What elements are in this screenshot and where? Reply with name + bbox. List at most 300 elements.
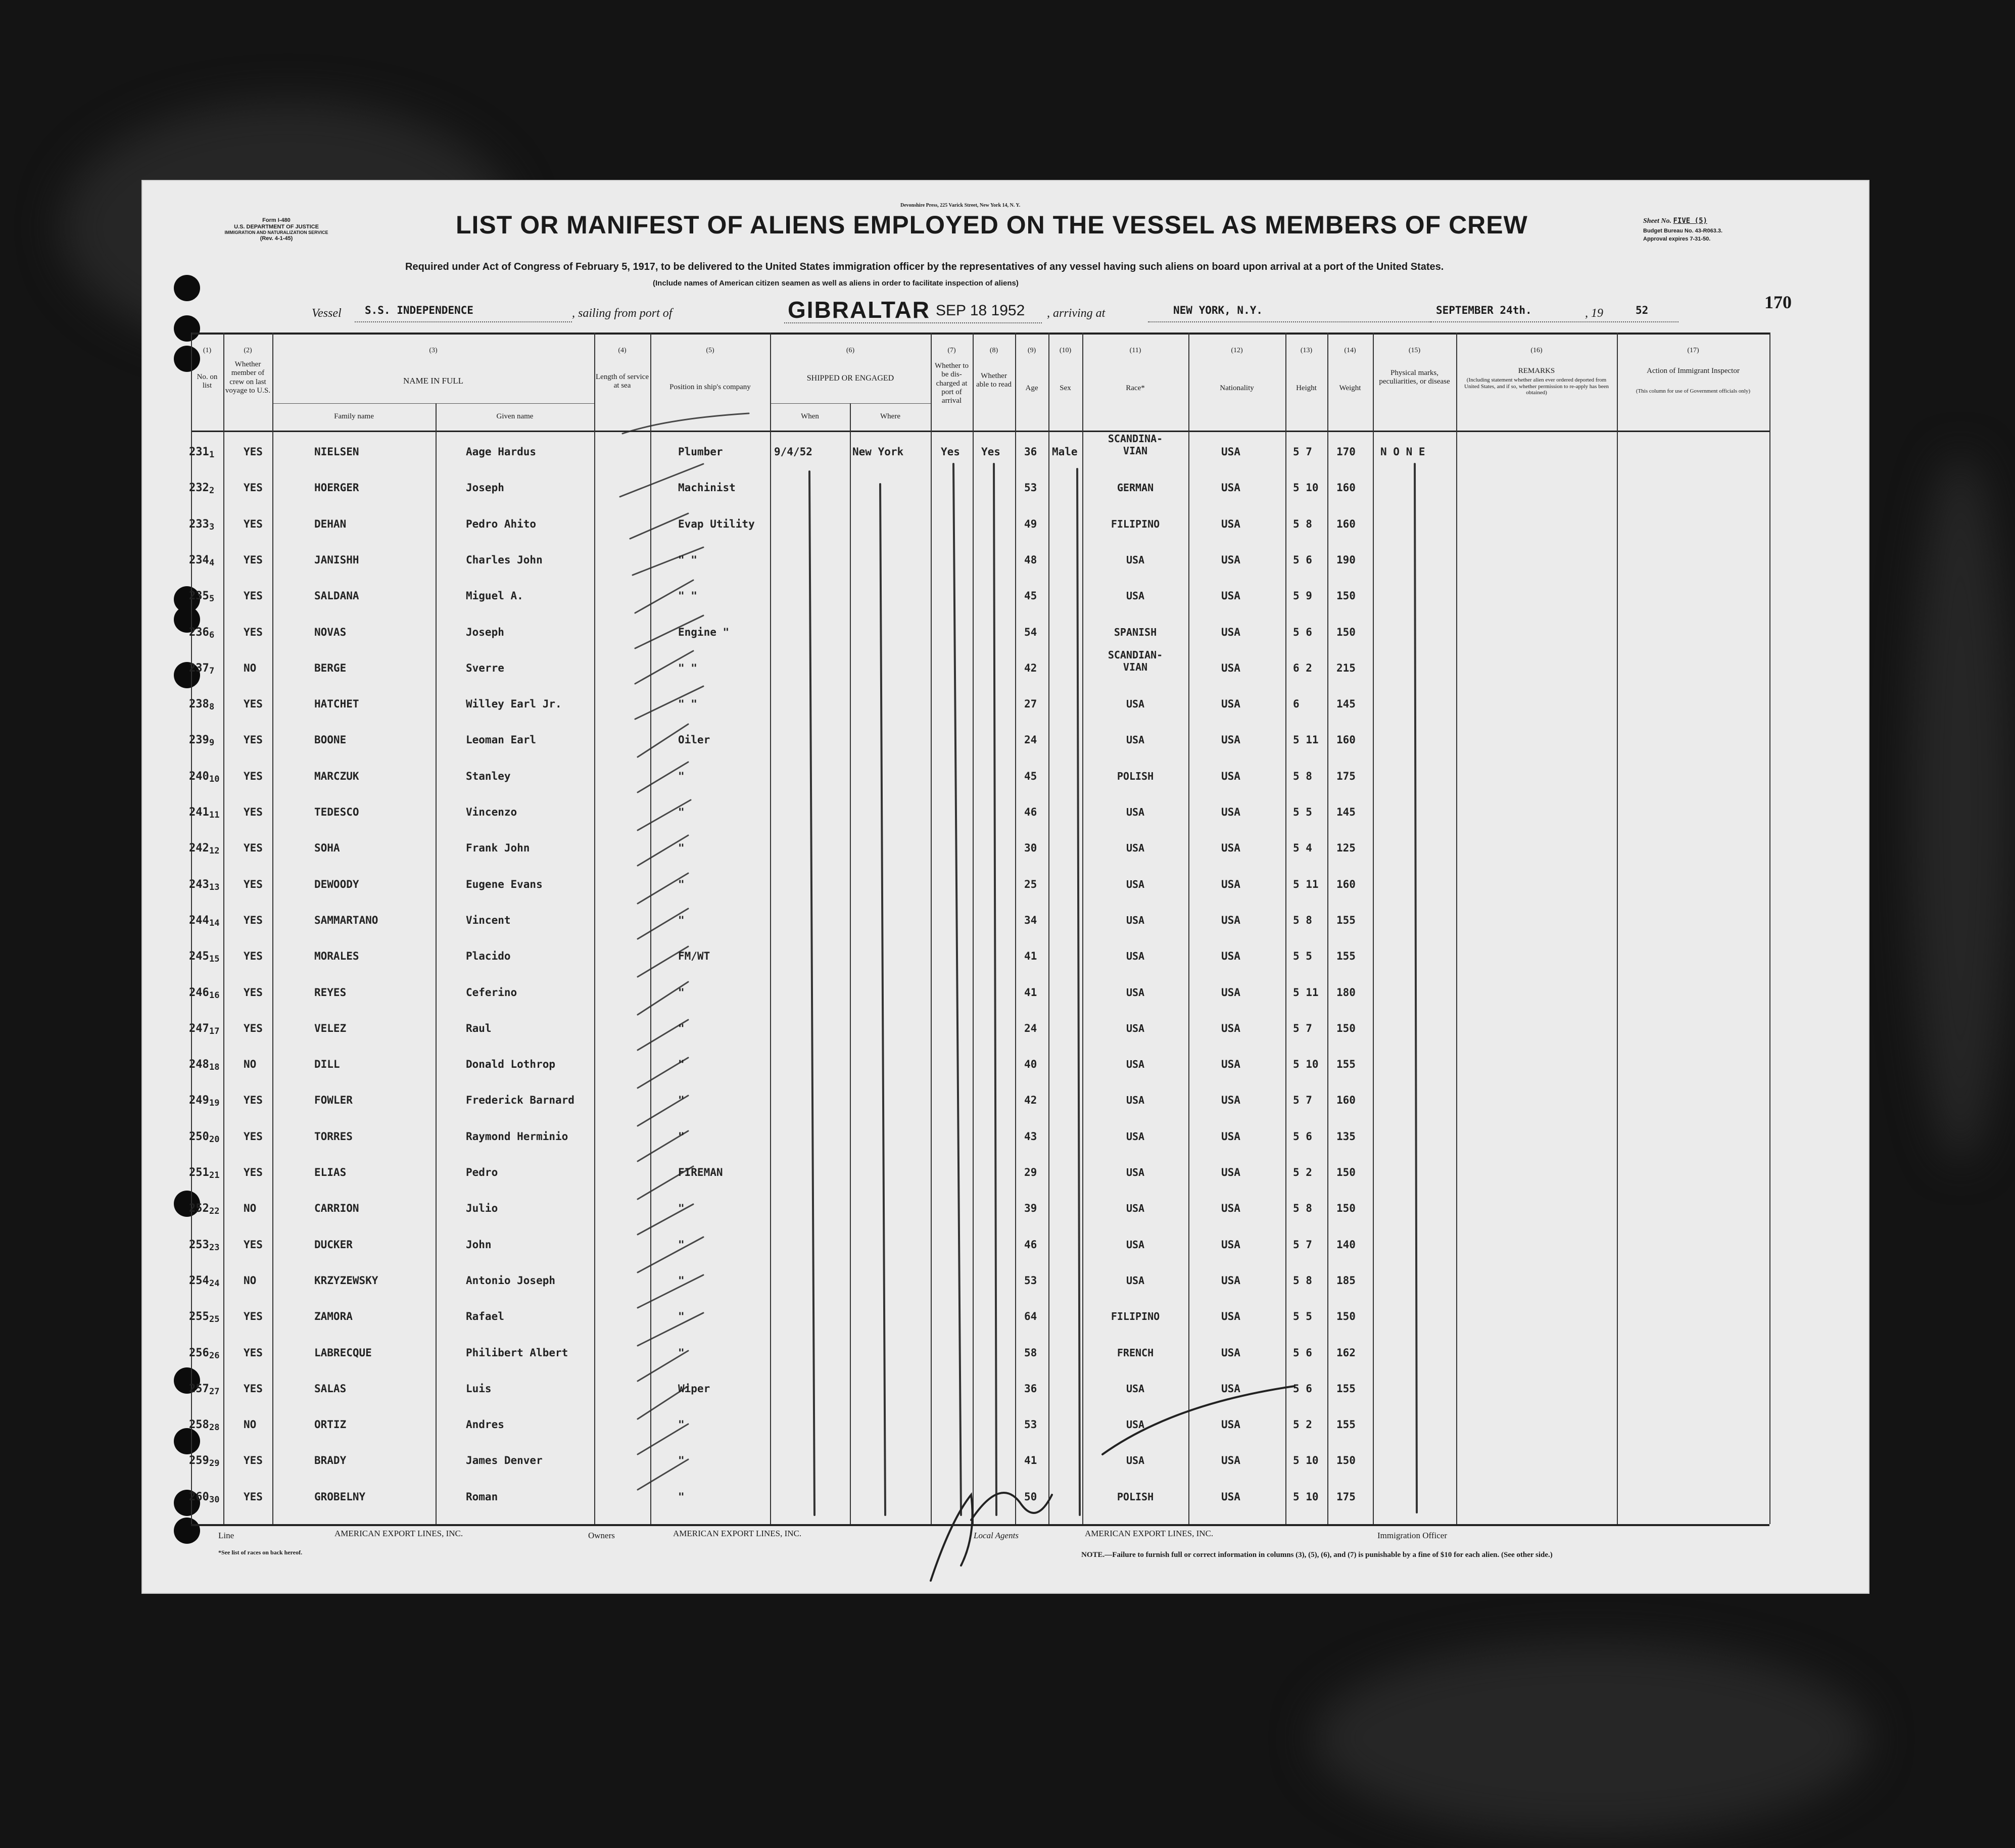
arriving-label: , arriving at	[1047, 307, 1106, 320]
height-cell: 5 9	[1293, 590, 1312, 602]
given-name-cell: Donald Lothrop	[466, 1058, 556, 1071]
column-number: (6)	[846, 347, 855, 354]
handwritten-marks	[142, 181, 1870, 1595]
line-number-cell: 26	[209, 1350, 220, 1361]
ditto-line-where	[880, 484, 885, 1515]
sheet-label: Sheet No.	[1643, 217, 1671, 225]
list-number-cell: 249	[189, 1094, 209, 1107]
age-cell: 53	[1024, 1274, 1037, 1287]
age-cell: 34	[1024, 914, 1037, 926]
family-name-cell: SALAS	[314, 1382, 347, 1395]
race-cell: GERMAN	[1117, 482, 1154, 494]
list-number-cell: 242	[189, 842, 209, 855]
nationality-cell: USA	[1221, 517, 1240, 530]
weight-cell: 150	[1336, 1166, 1356, 1178]
subtitle-include: (Include names of American citizen seamen as well as aliens in order to facilitate inspection of aliens)	[653, 279, 1019, 288]
family-name-cell: DILL	[314, 1058, 340, 1071]
weight-cell: 175	[1336, 1490, 1356, 1503]
family-name-cell: TORRES	[314, 1130, 353, 1143]
list-number-cell: 252	[189, 1202, 209, 1215]
header-age: Age	[1025, 384, 1038, 392]
race-cell: FILIPINO	[1111, 1310, 1160, 1323]
weight-cell: 175	[1336, 770, 1356, 782]
header-name-in-full: NAME IN FULL	[403, 376, 463, 386]
column-number: (15)	[1408, 347, 1421, 354]
able-to-read-cell: Yes	[981, 446, 1000, 458]
family-name-cell: NIELSEN	[314, 446, 359, 458]
header-shipped-or-engaged: SHIPPED OR ENGAGED	[806, 374, 894, 383]
height-cell: 5 10	[1293, 1454, 1319, 1467]
given-name-cell: Julio	[466, 1202, 498, 1215]
position-cell: Wiper	[678, 1382, 710, 1395]
weight-cell: 150	[1336, 626, 1356, 638]
family-name-cell: REYES	[314, 986, 347, 999]
given-name-cell: Miguel A.	[466, 590, 523, 602]
given-name-cell: Philibert Albert	[466, 1346, 568, 1359]
column-number: (7)	[947, 347, 956, 354]
height-cell: 5 8	[1293, 517, 1312, 530]
previous-voyage-cell: YES	[244, 482, 263, 494]
line-number-cell: 20	[209, 1134, 220, 1145]
given-name-cell: Rafael	[466, 1310, 504, 1323]
previous-voyage-cell: YES	[244, 1094, 263, 1107]
weight-cell: 150	[1336, 1454, 1356, 1467]
weight-cell: 185	[1336, 1274, 1356, 1287]
header-previous-voyage: Whether member of crew on last voyage to U.S.	[225, 360, 271, 395]
list-number-cell: 250	[189, 1130, 209, 1143]
age-cell: 29	[1024, 1166, 1037, 1178]
header-weight: Weight	[1339, 384, 1361, 392]
service-name: IMMIGRATION AND NATURALIZATION SERVICE	[224, 230, 328, 235]
age-cell: 24	[1024, 1022, 1037, 1034]
header-inspector-note: (This column for use of Government officials only)	[1636, 388, 1751, 394]
previous-voyage-cell: YES	[244, 806, 263, 818]
previous-voyage-cell: NO	[244, 1202, 257, 1215]
race-cell: USA	[1126, 698, 1145, 710]
column-number: (4)	[618, 347, 627, 354]
header-family-name: Family name	[334, 412, 374, 420]
position-cell: "	[678, 1346, 685, 1359]
budget-bureau-number: Budget Bureau No. 43-R063.3.	[1643, 228, 1723, 234]
list-number-cell: 245	[189, 950, 209, 963]
penalty-note: NOTE.—Failure to furnish full or correct information in columns (3), (5), (6), and (7) is punishable by a fine of $10 for each alien. (See other side.)	[1081, 1551, 1553, 1559]
family-name-cell: ELIAS	[314, 1166, 347, 1178]
position-cell: FIREMAN	[678, 1166, 723, 1178]
family-name-cell: MARCZUK	[314, 770, 359, 782]
given-name-cell: Sverre	[466, 661, 504, 674]
position-cell: "	[678, 1454, 685, 1467]
line-number-cell: 24	[209, 1278, 220, 1289]
position-cell: Oiler	[678, 734, 710, 746]
ditto-line-when	[809, 471, 814, 1515]
previous-voyage-cell: YES	[244, 698, 263, 710]
nationality-cell: USA	[1221, 734, 1240, 746]
line-number-cell: 21	[209, 1170, 220, 1180]
family-name-cell: LABRECQUE	[314, 1346, 372, 1359]
nationality-cell: USA	[1221, 1058, 1240, 1071]
header-discharged: Whether to be dis-charged at port of arrival	[934, 362, 969, 405]
list-number-cell: 247	[189, 1022, 209, 1035]
given-name-cell: Raul	[466, 1022, 492, 1034]
column-number: (5)	[706, 347, 714, 354]
age-cell: 54	[1024, 626, 1037, 638]
position-cell: "	[678, 1238, 685, 1251]
line-number-cell: 3	[209, 522, 215, 532]
age-cell: 49	[1024, 517, 1037, 530]
form-revision: (Rev. 4-1-45)	[260, 235, 293, 242]
given-name-cell: Leoman Earl	[466, 734, 537, 746]
given-name-cell: Raymond Herminio	[466, 1130, 568, 1143]
position-cell: "	[678, 842, 685, 855]
family-name-cell: JANISHH	[314, 553, 359, 566]
height-cell: 5 8	[1293, 914, 1312, 926]
list-number-cell: 239	[189, 734, 209, 747]
race-cell: SPANISH	[1114, 626, 1157, 638]
arrival-year: 52	[1636, 304, 1649, 316]
given-name-cell: Aage Hardus	[466, 446, 537, 458]
discharged-cell: Yes	[941, 446, 960, 458]
nationality-cell: USA	[1221, 1094, 1240, 1107]
list-number-cell: 253	[189, 1238, 209, 1251]
race-cell: USA	[1126, 1022, 1145, 1034]
pencil-check-mark	[638, 1204, 693, 1235]
height-cell: 5 5	[1293, 1310, 1312, 1323]
position-cell: "	[678, 1310, 685, 1323]
weight-cell: 160	[1336, 878, 1356, 890]
pencil-check-mark	[638, 1313, 703, 1346]
vessel-label: Vessel	[312, 307, 342, 320]
previous-voyage-cell: YES	[244, 446, 263, 458]
column-number: (2)	[244, 347, 252, 354]
list-number-cell: 255	[189, 1310, 209, 1323]
line-number-cell: 9	[209, 738, 215, 748]
column-number: (13)	[1300, 347, 1313, 354]
line-number-cell: 28	[209, 1423, 220, 1433]
height-cell: 5 4	[1293, 842, 1312, 855]
height-cell: 6 2	[1293, 661, 1312, 674]
given-name-cell: Placido	[466, 950, 511, 963]
family-name-cell: ORTIZ	[314, 1418, 347, 1431]
family-name-cell: ZAMORA	[314, 1310, 353, 1323]
list-number-cell: 246	[189, 986, 209, 999]
line-number-cell: 2	[209, 486, 215, 496]
nationality-cell: USA	[1221, 1490, 1240, 1503]
weight-cell: 135	[1336, 1130, 1356, 1143]
previous-voyage-cell: YES	[244, 590, 263, 602]
age-cell: 53	[1024, 1418, 1037, 1431]
previous-voyage-cell: YES	[244, 1238, 263, 1251]
family-name-cell: BRADY	[314, 1454, 347, 1467]
column-number: (16)	[1530, 347, 1543, 354]
family-name-cell: HATCHET	[314, 698, 359, 710]
given-name-cell: Pedro	[466, 1166, 498, 1178]
list-number-cell: 240	[189, 770, 209, 783]
race-cell: USA	[1126, 1166, 1145, 1178]
ditto-line-marks	[1415, 464, 1417, 1512]
nationality-cell: USA	[1221, 1022, 1240, 1034]
nationality-cell: USA	[1221, 1418, 1240, 1431]
nationality-cell: USA	[1221, 770, 1240, 782]
given-name-cell: Willey Earl Jr.	[466, 698, 562, 710]
form-number: Form I-480	[262, 217, 291, 223]
given-name-cell: Pedro Ahito	[466, 517, 537, 530]
height-cell: 5 11	[1293, 734, 1319, 746]
race-cell: POLISH	[1117, 770, 1154, 782]
header-physical-marks: Physical marks, peculiarities, or disease	[1379, 369, 1450, 386]
previous-voyage-cell: NO	[244, 1058, 257, 1071]
line-number-cell: 4	[209, 557, 215, 568]
line-number-cell: 29	[209, 1458, 220, 1469]
line-number-cell: 13	[209, 882, 220, 892]
age-cell: 46	[1024, 1238, 1037, 1251]
position-cell: "	[678, 1202, 685, 1215]
previous-voyage-cell: YES	[244, 842, 263, 855]
family-name-cell: SALDANA	[314, 590, 359, 602]
height-cell: 5 5	[1293, 806, 1312, 818]
family-name-cell: DEHAN	[314, 517, 347, 530]
family-name-cell: FOWLER	[314, 1094, 353, 1107]
weight-cell: 125	[1336, 842, 1356, 855]
weight-cell: 160	[1336, 517, 1356, 530]
header-inspector-action: Action of Immigrant Inspector	[1647, 367, 1740, 375]
nationality-cell: USA	[1221, 986, 1240, 999]
given-name-cell: Eugene Evans	[466, 878, 543, 890]
height-cell: 5 6	[1293, 1346, 1312, 1359]
previous-voyage-cell: YES	[244, 626, 263, 638]
nationality-cell: USA	[1221, 661, 1240, 674]
family-name-cell: MORALES	[314, 950, 359, 963]
list-number-cell: 241	[189, 806, 209, 819]
height-cell: 6	[1293, 698, 1300, 710]
weight-cell: 150	[1336, 1202, 1356, 1215]
height-cell: 5 5	[1293, 950, 1312, 963]
previous-voyage-cell: YES	[244, 950, 263, 963]
height-cell: 5 8	[1293, 770, 1312, 782]
subtitle-act: Required under Act of Congress of February 5, 1917, to be delivered to the United States immigration officer by the representatives of any vessel having such aliens on board upon arrival at a port of the United States.	[405, 261, 1444, 272]
position-cell: "	[678, 1130, 685, 1143]
previous-voyage-cell: YES	[244, 1382, 263, 1395]
family-name-cell: DUCKER	[314, 1238, 353, 1251]
immigration-officer-label: Immigration Officer	[1377, 1531, 1448, 1540]
header-when: When	[801, 412, 819, 420]
column-number: (14)	[1344, 347, 1356, 354]
header-nationality: Nationality	[1220, 384, 1254, 392]
arrival-port: NEW YORK, N.Y.	[1173, 304, 1263, 316]
header-remarks: REMARKS	[1518, 367, 1555, 375]
age-cell: 45	[1024, 770, 1037, 782]
age-cell: 41	[1024, 986, 1037, 999]
given-name-cell: Andres	[466, 1418, 504, 1431]
physical-marks-cell: N O N E	[1380, 446, 1425, 458]
height-cell: 5 10	[1293, 1058, 1319, 1071]
given-name-cell: Vincenzo	[466, 806, 517, 818]
age-cell: 25	[1024, 878, 1037, 890]
line-number-cell: 15	[209, 954, 220, 965]
page-number: 170	[1764, 292, 1792, 312]
line-number-cell: 27	[209, 1386, 220, 1397]
race-cell: POLISH	[1117, 1490, 1154, 1503]
position-cell: "	[678, 1058, 685, 1071]
family-name-cell: NOVAS	[314, 626, 347, 638]
races-note: *See list of races on back hereof.	[218, 1549, 303, 1556]
family-name-cell: GROBELNY	[314, 1490, 366, 1503]
nationality-cell: USA	[1221, 950, 1240, 963]
family-name-cell: SAMMARTANO	[314, 914, 378, 926]
position-cell: Plumber	[678, 446, 723, 458]
race-cell: USA	[1126, 806, 1145, 818]
line-number-cell: 17	[209, 1026, 220, 1036]
line-number-cell: 11	[209, 810, 220, 820]
race-cell: USA	[1126, 986, 1145, 999]
background-texture	[1910, 455, 2011, 1162]
line-number-cell: 1	[209, 450, 215, 460]
previous-voyage-cell: YES	[244, 770, 263, 782]
race-cell: USA	[1126, 878, 1145, 890]
previous-voyage-cell: YES	[244, 1310, 263, 1323]
position-cell: " "	[678, 590, 697, 602]
header-position: Position in ship's company	[669, 383, 751, 391]
weight-cell: 150	[1336, 590, 1356, 602]
age-cell: 64	[1024, 1310, 1037, 1323]
height-cell: 5 8	[1293, 1202, 1312, 1215]
header-length-of-service: Length of service at sea	[596, 373, 649, 390]
printer-imprint: Devonshire Press, 225 Varick Street, New York 14, N. Y.	[900, 203, 1021, 208]
column-number: (1)	[203, 347, 212, 354]
race-cell: USA	[1126, 1238, 1145, 1251]
list-number-cell: 234	[189, 553, 209, 566]
previous-voyage-cell: YES	[244, 734, 263, 746]
list-number-cell: 235	[189, 590, 209, 603]
list-number-cell: 236	[189, 626, 209, 639]
position-cell: "	[678, 914, 685, 926]
sheet-value: FIVE (5)	[1673, 217, 1707, 225]
weight-cell: 180	[1336, 986, 1356, 999]
nationality-cell: USA	[1221, 1130, 1240, 1143]
position-cell: Engine "	[678, 626, 730, 638]
line-number-cell: 16	[209, 990, 220, 1001]
given-name-cell: Roman	[466, 1490, 498, 1503]
pencil-check-mark	[638, 1237, 703, 1272]
position-cell: " "	[678, 553, 697, 566]
previous-voyage-cell: YES	[244, 1022, 263, 1034]
ditto-line-discharged	[953, 464, 961, 1515]
header-remarks-note: (Including statement whether alien ever ordered deported from United States, and if so, whether permission to re-apply has been obtained)	[1464, 377, 1609, 396]
list-number-cell: 260	[189, 1490, 209, 1503]
family-name-cell: HOERGER	[314, 482, 359, 494]
height-cell: 5 6	[1293, 1130, 1312, 1143]
header-given-name: Given name	[496, 412, 534, 420]
previous-voyage-cell: YES	[244, 1130, 263, 1143]
column-number: (9)	[1027, 347, 1036, 354]
race-cell: USA	[1126, 590, 1145, 602]
height-cell: 5 2	[1293, 1418, 1312, 1431]
height-cell: 5 10	[1293, 482, 1319, 494]
position-cell: "	[678, 1094, 685, 1107]
position-cell: "	[678, 770, 685, 782]
previous-voyage-cell: YES	[244, 553, 263, 566]
previous-voyage-cell: YES	[244, 1166, 263, 1178]
position-cell: "	[678, 986, 685, 999]
race-cell: USA	[1126, 1418, 1145, 1431]
position-cell: "	[678, 806, 685, 818]
line-number-cell: 12	[209, 846, 220, 857]
line-number-cell: 25	[209, 1314, 220, 1325]
line-number-cell: 7	[209, 666, 215, 676]
race-cell: USA	[1126, 842, 1145, 855]
height-cell: 5 11	[1293, 878, 1319, 890]
owners-label: Owners	[588, 1531, 615, 1540]
position-cell: "	[678, 1274, 685, 1287]
height-cell: 5 11	[1293, 986, 1319, 999]
list-number-cell: 232	[189, 482, 209, 495]
family-name-cell: SOHA	[314, 842, 340, 855]
age-cell: 48	[1024, 553, 1037, 566]
sailing-label: , sailing from port of	[572, 307, 673, 320]
weight-cell: 160	[1336, 734, 1356, 746]
height-cell: 5 6	[1293, 1382, 1312, 1395]
list-number-cell: 251	[189, 1166, 209, 1179]
race-cell: USA	[1126, 1274, 1145, 1287]
position-cell: " "	[678, 698, 697, 710]
nationality-cell: USA	[1221, 1346, 1240, 1359]
nationality-cell: USA	[1221, 1382, 1240, 1395]
line-label: Line	[218, 1531, 234, 1540]
nationality-cell: USA	[1221, 626, 1240, 638]
nationality-cell: USA	[1221, 446, 1240, 458]
race-cell: USA	[1126, 1094, 1145, 1107]
previous-voyage-cell: YES	[244, 878, 263, 890]
age-cell: 42	[1024, 1094, 1037, 1107]
age-cell: 27	[1024, 698, 1037, 710]
column-number: (10)	[1059, 347, 1072, 354]
nationality-cell: USA	[1221, 1310, 1240, 1323]
height-cell: 5 7	[1293, 1094, 1312, 1107]
shipped-where-cell: New York	[852, 446, 904, 458]
given-name-cell: Vincent	[466, 914, 511, 926]
year-prefix: , 19	[1585, 307, 1603, 320]
age-cell: 36	[1024, 1382, 1037, 1395]
list-number-cell: 243	[189, 878, 209, 891]
family-name-cell: VELEZ	[314, 1022, 347, 1034]
weight-cell: 160	[1336, 482, 1356, 494]
sex-cell: Male	[1052, 446, 1078, 458]
weight-cell: 215	[1336, 661, 1356, 674]
list-number-cell: 248	[189, 1058, 209, 1071]
line-number-cell: 10	[209, 774, 220, 784]
race-cell: SCANDINA- VIAN	[1108, 433, 1163, 457]
race-cell: USA	[1126, 1454, 1145, 1467]
nationality-cell: USA	[1221, 1454, 1240, 1467]
nationality-cell: USA	[1221, 553, 1240, 566]
previous-voyage-cell: NO	[244, 1274, 257, 1287]
list-number-cell: 258	[189, 1418, 209, 1432]
previous-voyage-cell: YES	[244, 1490, 263, 1503]
weight-cell: 162	[1336, 1346, 1356, 1359]
page-title: LIST OR MANIFEST OF ALIENS EMPLOYED ON THE VESSEL AS MEMBERS OF CREW	[456, 211, 1528, 239]
nationality-cell: USA	[1221, 1274, 1240, 1287]
age-cell: 45	[1024, 590, 1037, 602]
line-number-cell: 5	[209, 594, 215, 604]
given-name-cell: Charles John	[466, 553, 543, 566]
header-sex: Sex	[1060, 384, 1071, 392]
nationality-cell: USA	[1221, 914, 1240, 926]
arrival-date: SEPTEMBER 24th.	[1436, 304, 1532, 316]
family-name-cell: DEWOODY	[314, 878, 359, 890]
family-name-cell: KRZYZEWSKY	[314, 1274, 378, 1287]
manifest-sheet	[141, 180, 1869, 1594]
weight-cell: 155	[1336, 1418, 1356, 1431]
previous-voyage-cell: NO	[244, 661, 257, 674]
